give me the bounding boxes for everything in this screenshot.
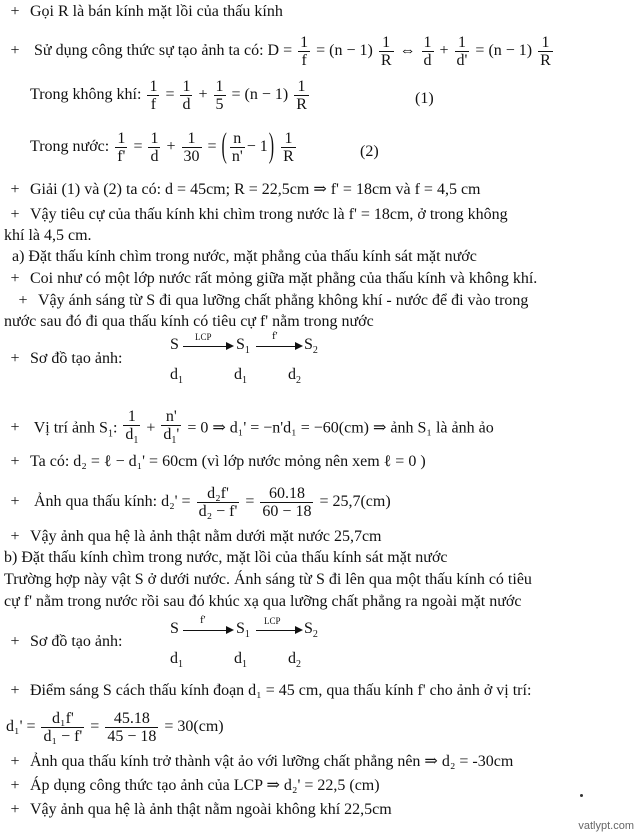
fraction: $\frac{1}{d_1}$ [125,408,139,447]
scan-speck [580,794,583,797]
line-text: Ta có: d₂ = ℓ − d₁' = 60cm (vì lớp nước mỏng nên xem ℓ = 0 ) [30,453,426,470]
arrow-icon [226,626,234,634]
bullet: + [10,270,20,287]
formula-line [0,485,391,520]
line-text: a) Đặt thấu kính chìm trong nước, mặt phẳng của thấu kính sát mặt nước [12,248,477,265]
text-line [0,180,481,199]
fraction: $\frac{1}{f}$ [300,34,309,69]
formula-eq: = [245,493,255,511]
arrow-label: f' [272,330,278,342]
fraction: $\frac{1}{R}$ [540,34,551,69]
text-line [0,632,122,651]
line-text: Giải (1) và (2) ta có: d = 45cm; R = 22,5cm ⇒ f' = 18cm và f = 4,5 cm [30,181,481,198]
line-text: Trong không khí: [30,86,142,104]
bullet: + [10,753,20,770]
line-text: Trường hợp này vật S ở dưới nước. Ánh sáng từ S đi lên qua một thấu kính có tiêu [4,571,532,588]
fraction: $\frac{1}{f'}$ [117,130,126,165]
bullet: + [10,777,20,794]
arrow-label: LCP [195,332,212,342]
text-line [0,269,537,288]
plus-symbol: + [439,42,449,60]
text-line [0,452,426,471]
formula-eq: = [165,86,175,104]
label-d1p: $d_1$ [234,650,247,671]
line-text: Vậy ánh sáng từ S đi qua lưỡng chất phẳng không khí - nước để đi vào trong [38,292,529,309]
node-S1: $S_1$ [236,620,250,641]
equation-number: (2) [360,143,379,160]
text-line [4,312,374,331]
line-text: Ảnh qua thấu kính trở thành vật ảo với lưỡng chất phẳng nên ⇒ d₂ = -30cm [30,753,514,770]
line-text: Vị trí ảnh S [33,419,108,437]
fraction: $\frac{1}{5}$ [215,78,224,113]
label-d1p: $d_1$ [234,366,247,387]
line-text: Ảnh qua thấu kính: d₂' = [34,493,191,511]
text-line [0,752,513,771]
line-text: Vậy tiêu cự của thấu kính khi chìm trong nước là f' = 18cm, ở trong không [30,206,508,223]
line-text: Vậy ảnh qua hệ là ảnh thật nằm dưới mặt nước 25,7cm [30,528,382,545]
fraction: $\frac{1}{d}$ [423,34,432,69]
text-line [0,205,508,224]
fraction: $\frac{n'}{d_1'}$ [163,408,180,447]
line-text: Trong nước: [30,138,110,156]
text-line [0,527,382,546]
arrow-icon [295,342,303,350]
formula-line: + Vị trí ảnh $S_1$: $\frac{1}{d_1}$ + $\frac{n'}{d_1'}$ = 0 ⇒ d₁' = −n'd₁ = −60(cm) ⇒ ảnh S₁ là ảnh ảo [0,408,494,449]
bullet: + [10,419,20,437]
line-text: Sơ đồ tạo ảnh: [30,350,123,367]
arrow-label: f' [200,614,206,626]
fraction: $\frac{1}{30}$ [183,130,200,165]
paren-left: ( [221,127,227,166]
node-S: S [170,620,179,637]
formula-eq: = [90,718,100,736]
text-line [0,800,392,819]
fraction: $\frac{\text{d₂f'}}{\text{d₂ − f'}}$ [198,485,238,520]
line-text: Áp dụng công thức tạo ảnh của LCP ⇒ d₂' = 22,5 (cm) [30,777,380,794]
bullet: + [10,3,20,20]
fraction: $\frac{45.18}{45 - 18}$ [107,710,157,745]
arrow-icon [295,626,303,634]
bullet: + [10,453,20,470]
text-line [4,592,521,611]
formula-term: (n − 1) [244,86,289,104]
formula-line [30,78,311,113]
text-line [0,776,380,795]
formula-term: (n − 1) [329,42,373,60]
text-line [0,2,283,21]
label-d1: $d_1$ [170,650,183,671]
fraction: $\frac{n}{n'}$ [231,130,243,165]
line-text: d₁' = [6,718,36,736]
line-text: Vậy ảnh qua hệ là ảnh thật nằm ngoài không khí 22,5cm [30,801,392,818]
formula-term: − 1 [246,138,268,156]
watermark: vatlypt.com [578,820,634,832]
line-text: = 25,7(cm) [319,493,391,511]
formula-eq: = [231,86,241,104]
line-text: Gọi R là bán kính mặt lồi của thấu kính [30,3,283,20]
bullet: + [10,206,20,223]
bullet: + [10,682,20,699]
fraction: $\frac{1}{d}$ [150,130,159,165]
bullet: + [10,493,20,511]
iff-symbol: ⇔ [399,42,416,60]
formula-eq: = [475,42,485,60]
fraction: $\frac{1}{R}$ [380,34,392,69]
line-text: = 0 ⇒ d₁' = −n'd₁ = −60(cm) ⇒ ảnh S₁ là ảnh ảo [187,419,494,437]
fraction: $\frac{\text{d₁f'}}{\text{d₁ − f'}}$ [43,710,83,745]
line-text: = 30(cm) [164,718,224,736]
label-d1: $d_1$ [170,366,183,387]
formula-line [6,710,224,745]
formula-eq: = [207,138,217,156]
label-d2p: $d_2$ [288,650,301,671]
plus-symbol: + [166,138,176,156]
arrow-line [256,346,296,347]
bullet: + [10,528,20,545]
arrow-icon [226,342,234,350]
line-text: Coi như có một lớp nước rất mỏng giữa mặt phẳng của thấu kính và không khí. [30,270,538,287]
bullet: + [18,292,28,309]
text-line [0,349,122,368]
formula-D: D = [267,42,293,60]
text-line [4,570,532,589]
formula-term: (n − 1) [488,42,533,60]
bullet: + [10,350,20,367]
node-S2: $S_2$ [304,620,318,641]
fraction: $\frac{1}{R}$ [296,78,307,113]
fraction: $\frac{1}{d'}$ [456,34,468,69]
node-S1: $S_1$ [236,336,250,357]
fraction: $\frac{1}{f}$ [149,78,158,113]
line-text: cự f' nằm trong nước rồi sau đó khúc xạ qua lưỡng chất phẳng ra ngoài mặt nước [4,593,522,610]
line-text: nước sau đó đi qua thấu kính có tiêu cự f' nằm trong nước [4,313,374,330]
line-text: b) Đặt thấu kính chìm trong nước, mặt lồi của thấu kính sát mặt nước [4,549,448,566]
line-text: Sử dụng công thức sự tạo ảnh ta có: [34,42,264,60]
formula-eq: = [133,138,143,156]
text-line [0,681,531,700]
line-text: Sơ đồ tạo ảnh: [30,633,123,650]
text-line [4,548,448,567]
arrow-line [256,630,296,631]
bullet: + [10,181,20,198]
fraction: $\frac{60.18}{60 - 18}$ [262,485,312,520]
text-line [4,226,92,245]
node-S: S [170,336,179,353]
arrow-line [183,630,227,631]
bullet: + [10,801,20,818]
line-text: khí là 4,5 cm. [4,227,92,244]
arrow-label: LCP [264,616,281,626]
label-d2p: $d_2$ [288,366,301,387]
bullet: + [10,633,20,650]
text-line [8,291,528,310]
plus-symbol: + [146,419,156,437]
plus-symbol: + [198,86,208,104]
formula-line [0,34,555,69]
arrow-line [183,346,227,347]
formula-line [30,127,298,166]
node-S2: $S_2$ [304,336,318,357]
fraction: $\frac{1}{R}$ [283,130,294,165]
formula-eq: = [316,42,326,60]
text-line [4,247,477,266]
line-text: Điểm sáng S cách thấu kính đoạn d₁ = 45 cm, qua thấu kính f' cho ảnh ở vị trí: [30,682,532,699]
fraction: $\frac{1}{d}$ [182,78,191,113]
bullet: + [10,42,20,60]
equation-number: (1) [415,90,434,107]
paren-right: ) [268,127,275,166]
